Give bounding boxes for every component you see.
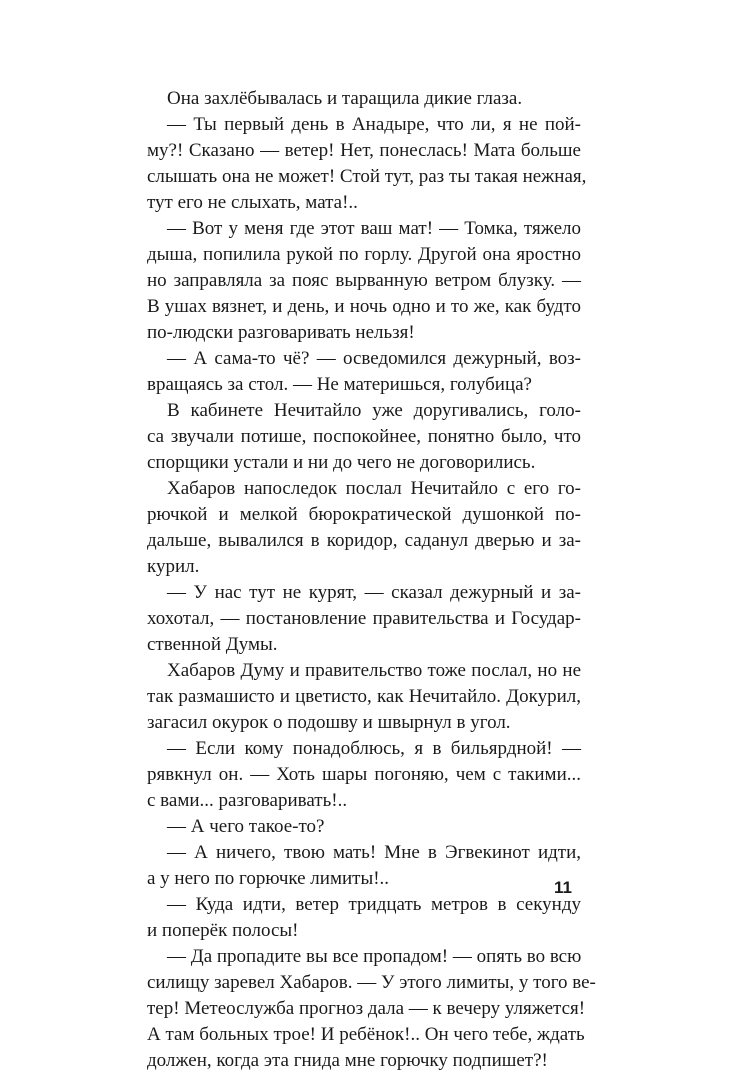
text-line: Хабаров напоследок послал Нечитайло с его го- xyxy=(167,478,581,499)
text-line: Она захлёбывалась и таращила дикие глаза. xyxy=(167,88,523,109)
text-line: — У нас тут не курят, — сказал дежурный и за- xyxy=(167,582,581,603)
text-line: В кабинете Нечитайло уже доругивались, голо- xyxy=(167,400,581,421)
text-line: вращаясь за стол. — Не материшься, голубица? xyxy=(147,374,532,395)
text-line: рявкнул он. — Хоть шары погоняю, чем с такими... xyxy=(147,764,581,785)
text-line: В ушах вязнет, и день, и ночь одно и то же, как будто xyxy=(147,296,581,317)
body-text xyxy=(147,86,596,1074)
text-line: так размашисто и цветисто, как Нечитайло. Докурил, xyxy=(147,686,581,707)
text-line: силищу заревел Хабаров. — У этого лимиты, у того ве- xyxy=(147,972,596,993)
text-line: му?! Сказано — ветер! Нет, понеслась! Мата больше xyxy=(147,140,581,161)
text-line: но заправляла за пояс вырванную ветром блузку. — xyxy=(147,270,581,291)
text-line: — А сама-то чё? — осведомился дежурный, воз- xyxy=(167,348,581,369)
text-line: — Вот у меня где этот ваш мат! — Томка, тяжело xyxy=(167,218,581,239)
text-line: — Куда идти, ветер тридцать метров в секунду xyxy=(167,894,581,915)
text-line: спорщики устали и ни до чего не договорились. xyxy=(147,452,536,473)
text-line: — Если кому понадоблюсь, я в бильярдной! — xyxy=(167,738,581,759)
text-line: слышать она не может! Стой тут, раз ты такая нежная, xyxy=(147,166,587,187)
text-line: дыша, попилила рукой по горлу. Другой она яростно xyxy=(147,244,581,265)
text-line: по-людски разговаривать нельзя! xyxy=(147,322,415,343)
text-line: — А чего такое-то? xyxy=(167,816,325,837)
text-line: са звучали потише, поспокойнее, понятно было, что xyxy=(147,426,581,447)
text-line: должен, когда эта гнида мне горючку подпишет?! xyxy=(147,1050,548,1071)
text-line: курил. xyxy=(147,556,200,577)
text-line: тер! Метеослужба прогноз дала — к вечеру уляжется! xyxy=(147,998,586,1019)
text-line: — Да пропадите вы все пропадом! — опять во всю xyxy=(167,946,582,967)
text-line: А там больных трое! И ребёнок!.. Он чего тебе, ждать xyxy=(147,1024,585,1045)
text-line: а у него по горючке лимиты!.. xyxy=(147,868,390,889)
text-line: — Ты первый день в Анадыре, что ли, я не пой- xyxy=(167,114,581,135)
text-line: рючкой и мелкой бюрократической душонкой по- xyxy=(147,504,581,525)
text-line: Хабаров Думу и правительство тоже послал, но не xyxy=(167,660,581,681)
text-line: — А ничего, твою мать! Мне в Эгвекинот идти, xyxy=(167,842,581,863)
text-line: дальше, вывалился в коридор, саданул дверью и за- xyxy=(147,530,581,551)
text-line: тут его не слыхать, мата!.. xyxy=(147,192,358,213)
text-line: и поперёк полосы! xyxy=(147,920,299,941)
text-line: хохотал, — постановление правительства и Государ- xyxy=(147,608,581,629)
page-number: 11 xyxy=(554,878,572,897)
text-line: загасил окурок о подошву и швырнул в угол. xyxy=(147,712,511,733)
text-line: с вами... разговаривать!.. xyxy=(147,790,348,811)
text-line: ственной Думы. xyxy=(147,634,278,655)
